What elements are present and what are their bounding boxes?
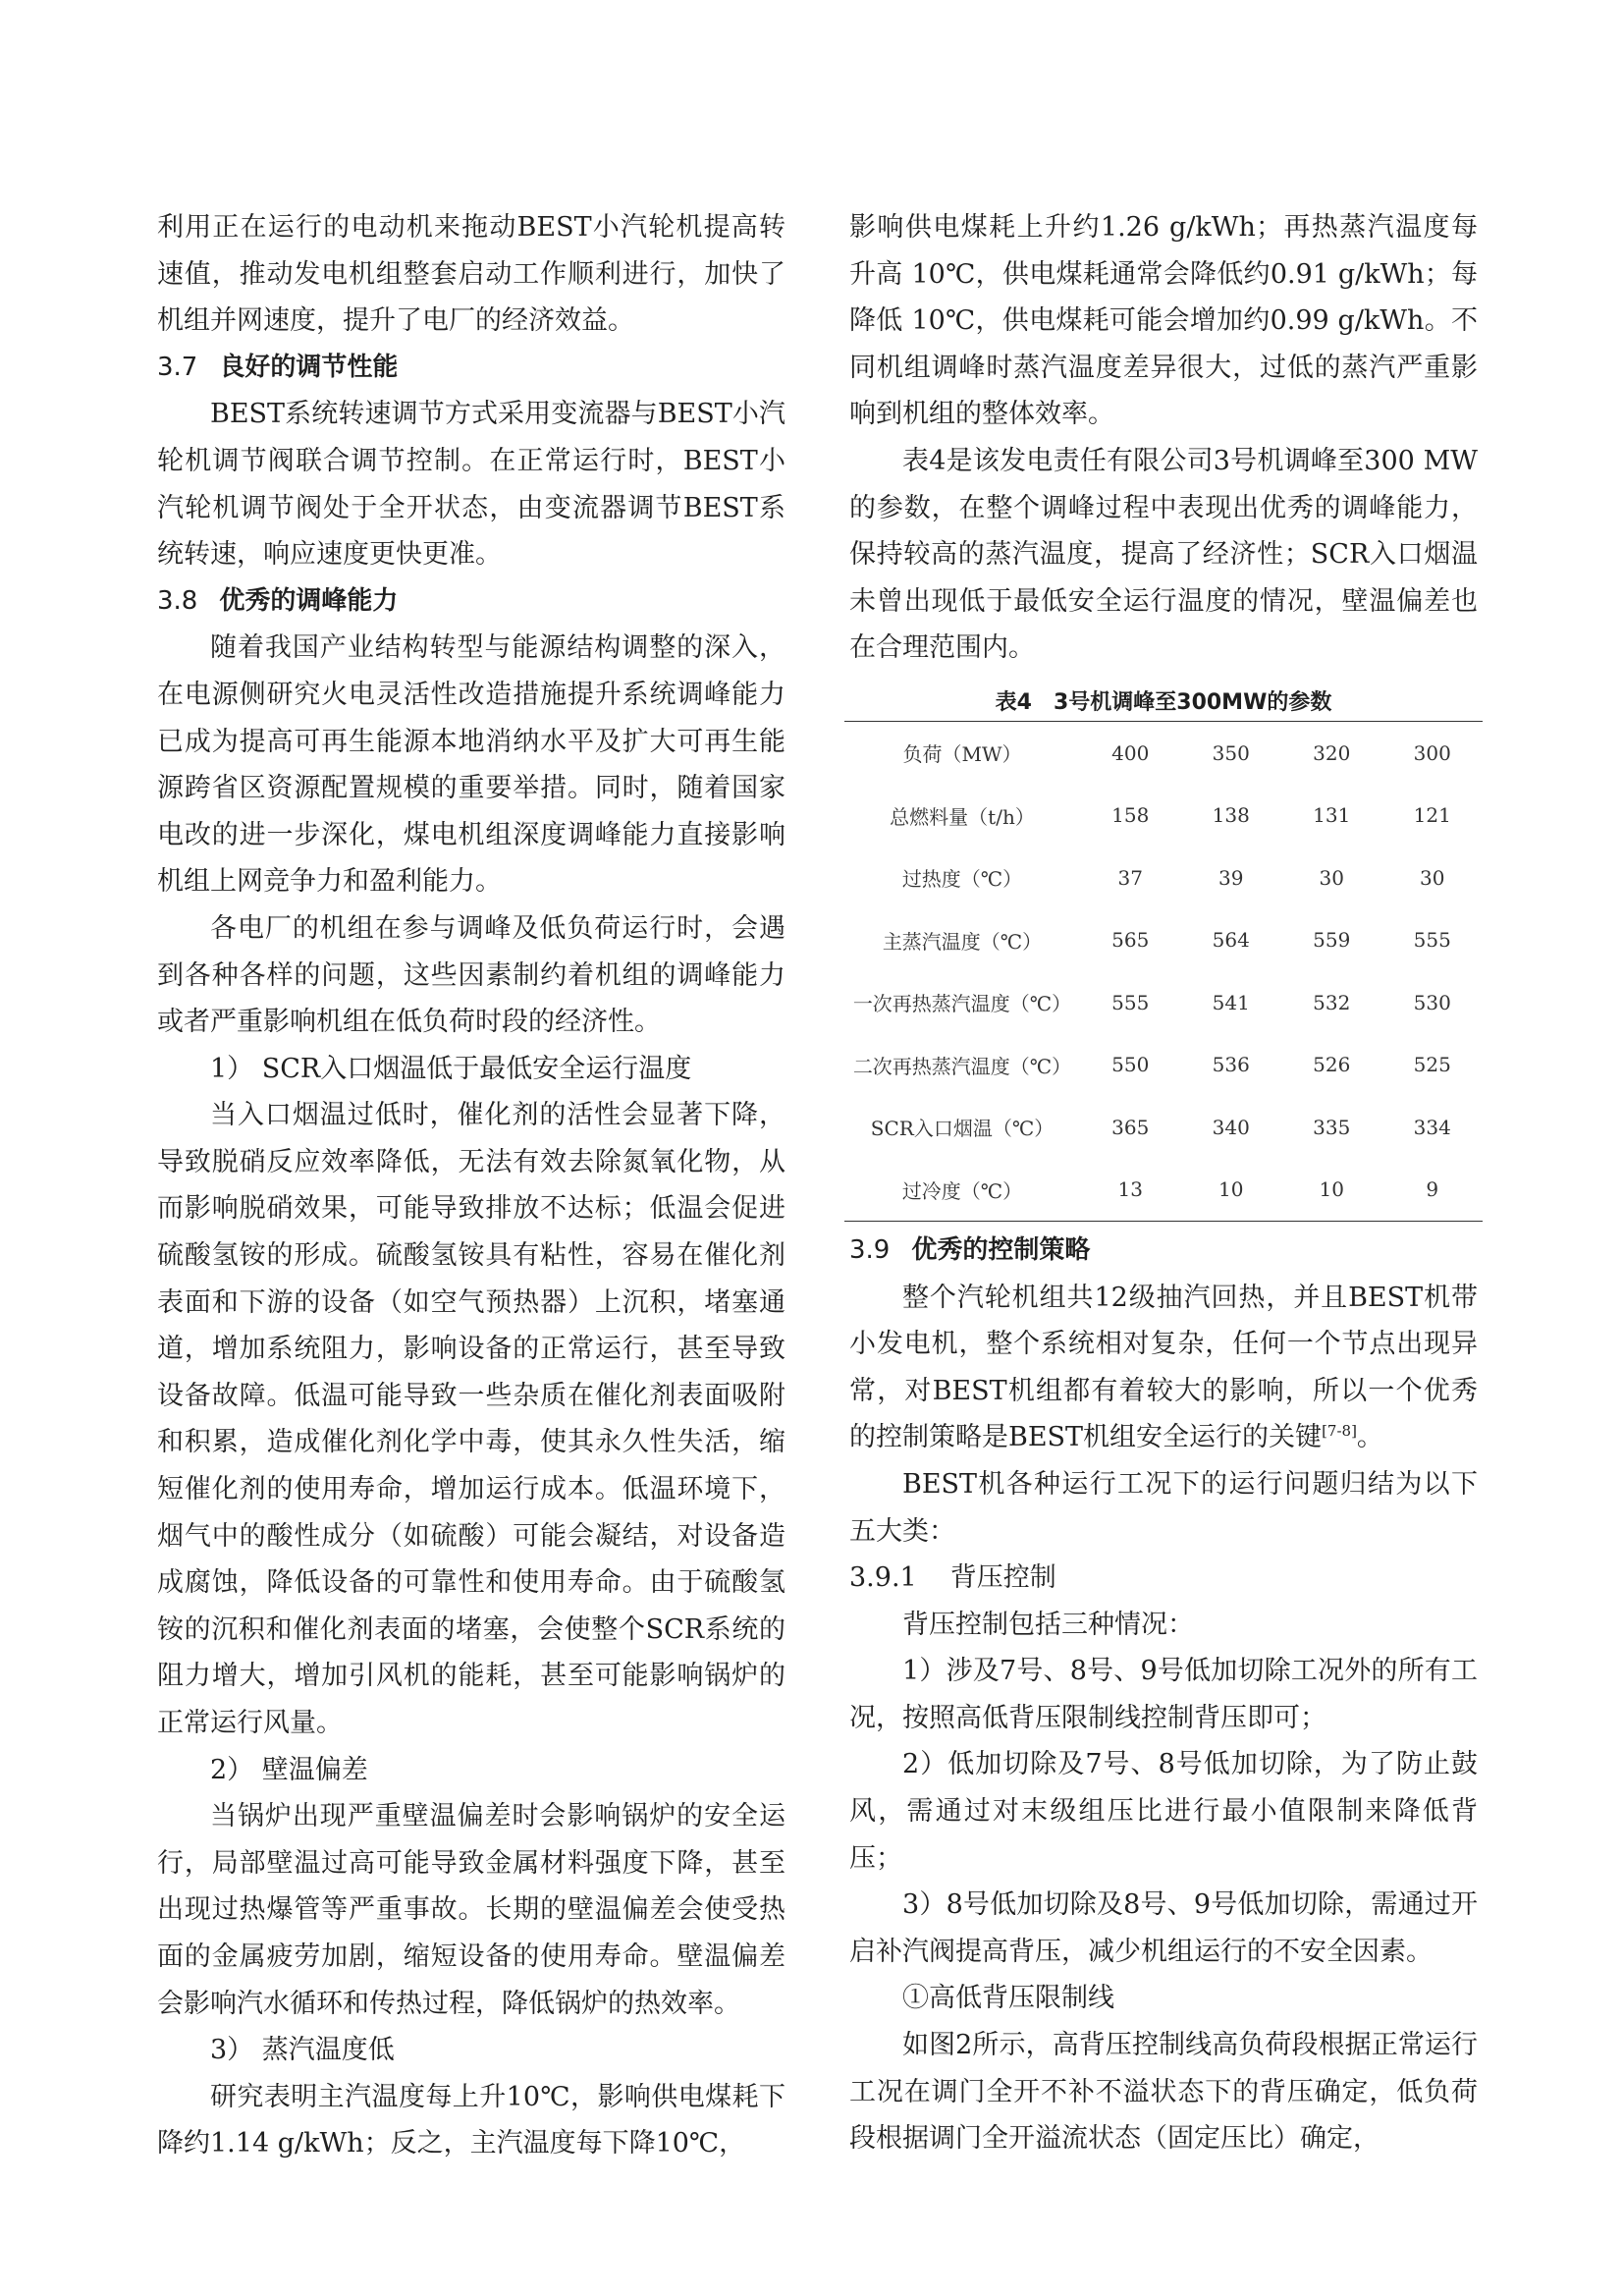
paragraph: 各电厂的机组在参与调峰及低负荷运行时，会遇到各种各样的问题，这些因素制约着机组的调峰能力或者严重影响机组在低负荷时段的经济性。 bbox=[157, 912, 785, 1038]
table-cell: 340 bbox=[1212, 1115, 1250, 1139]
paragraph: 2）低加切除及7号、8号低加切除，为了防止鼓风，需通过对末级组压比进行最小值限制来降低背压； bbox=[849, 1749, 1478, 1874]
table-row-label: SCR入口烟温（℃） bbox=[870, 1117, 1055, 1141]
paragraph: BEST系统转速调节方式采用变流器与BEST小汽轮机调节阀联合调节控制。在正常运行时，BEST小汽轮机调节阀处于全开状态，由变流器调节BEST系统转速，响应速度更快更准。 bbox=[157, 399, 785, 571]
left-column bbox=[157, 204, 785, 2167]
table-cell: 525 bbox=[1413, 1053, 1451, 1077]
table-cell: 138 bbox=[1212, 803, 1250, 828]
table-row bbox=[844, 908, 1483, 971]
paragraph: 如图2所示，高背压控制线高负荷段根据正常运行工况在调门全开不补不溢状态下的背压确定，低负荷段根据调门全开溢流状态（固定压比）确定， bbox=[849, 2030, 1478, 2155]
paragraph-text: 整个汽轮机组共12级抽汽回热，并且BEST机带小发电机，整个系统相对复杂，任何一个节点出现异常，对BEST机组都有着较大的影响，所以一个优秀的控制策略是BEST机组安全运行的关键 bbox=[849, 1282, 1478, 1453]
table-row-label: 总燃料量（t/h） bbox=[890, 804, 1035, 829]
table-cell: 555 bbox=[1413, 928, 1451, 953]
section-title: 优秀的控制策略 bbox=[911, 1234, 1091, 1265]
table-cell: 30 bbox=[1319, 865, 1344, 890]
section-heading-3-8 bbox=[157, 578, 785, 626]
table-cell: 158 bbox=[1111, 803, 1150, 828]
table-row bbox=[844, 784, 1483, 847]
paragraph: 表4是该发电责任有限公司3号机调峰至300 MW的参数，在整个调峰过程中表现出优秀的调峰能力，保持较高的蒸汽温度，提高了经济性；SCR入口烟温未曾出现低于最低安全运行温度的情况，壁温偏差也在合理范围内。 bbox=[849, 445, 1478, 664]
section-title: 良好的调节性能 bbox=[219, 352, 399, 382]
paragraph: 1）涉及7号、8号、9号低加切除工况外的所有工况，按照高低背压限制线控制背压即可； bbox=[849, 1656, 1478, 1733]
paragraph: 当入口烟温过低时，催化剂的活性会显著下降，导致脱硝反应效率降低，无法有效去除氮氧化物，从而影响脱硝效果，可能导致排放不达标；低温会促进硫酸氢铵的形成。硫酸氢铵具有粘性，容易在催化剂表面和下游的设备（如空气预热器）上沉积，堵塞通道，增加系统阻力，影响设备的正常运行，甚至导致设备故障。低温可能导致一些杂质在催化剂表面吸附和积累，造成催化剂化学中毒，使其永久性失活，缩短催化剂的使用寿命，增加运行成本。低温环境下，烟气中的酸性成分（如硫酸）可能会凝结，对设备造成腐蚀，降低设备的可靠性和使用寿命。由于硫酸氢铵的沉积和催化剂表面的堵塞，会使整个SCR系统的阻力增大，增加引风机的能耗，甚至可能影响锅炉的正常运行风量。 bbox=[157, 1100, 785, 1738]
table-cell: 9 bbox=[1426, 1177, 1439, 1202]
table-cell: 550 bbox=[1111, 1053, 1150, 1077]
table-cell: 350 bbox=[1212, 740, 1250, 765]
table-row bbox=[844, 1033, 1483, 1096]
paragraph: 当锅炉出现严重壁温偏差时会影响锅炉的安全运行，局部壁温过高可能导致金属材料强度下降，甚至出现过热爆管等严重事故。长期的壁温偏差会使受热面的金属疲劳加剧，缩短设备的使用寿命。壁温偏差会影响汽水循环和传热过程，降低锅炉的热效率。 bbox=[157, 1801, 785, 2019]
table-cell: 536 bbox=[1212, 1053, 1250, 1077]
subsection-title: 背压控制 bbox=[949, 1562, 1056, 1594]
section-number: 3.8 bbox=[157, 585, 198, 616]
table-row bbox=[844, 1096, 1483, 1159]
subsection-heading-3-9-1 bbox=[849, 1555, 1478, 1602]
table-cell: 37 bbox=[1117, 865, 1143, 890]
table-cell: 565 bbox=[1111, 928, 1150, 953]
paragraph bbox=[849, 1275, 1478, 1461]
paragraph-end: 。 bbox=[1356, 1422, 1383, 1453]
table-row-label: 主蒸汽温度（℃） bbox=[882, 929, 1043, 954]
paragraph: 3）8号低加切除及8号、9号低加切除，需通过开启补汽阀提高背压，减少机组运行的不安全因素。 bbox=[849, 1889, 1478, 1967]
table-row-label: 一次再热蒸汽温度（℃） bbox=[852, 992, 1072, 1016]
table-cell: 555 bbox=[1111, 990, 1150, 1014]
table-cell: 131 bbox=[1313, 803, 1351, 828]
table-cell: 526 bbox=[1313, 1053, 1351, 1077]
table-cell: 559 bbox=[1313, 928, 1351, 953]
table-cell: 334 bbox=[1413, 1115, 1451, 1139]
table-cell: 10 bbox=[1319, 1177, 1344, 1202]
section-number: 3.7 bbox=[157, 352, 198, 382]
table-cell: 121 bbox=[1413, 803, 1451, 828]
table-cell: 335 bbox=[1313, 1115, 1351, 1139]
table-cell: 564 bbox=[1212, 928, 1250, 953]
table-row-label: 过热度（℃） bbox=[901, 867, 1023, 892]
table-caption: 表4 3号机调峰至300MW的参数 bbox=[995, 689, 1332, 715]
section-heading-3-7 bbox=[157, 345, 785, 392]
table-cell: 10 bbox=[1218, 1177, 1244, 1202]
paragraph: 研究表明主汽温度每上升10℃，影响供电煤耗下降约1.14 g/kWh；反之，主汽温度每下降10℃， bbox=[157, 2081, 785, 2159]
section-title: 优秀的调峰能力 bbox=[219, 585, 399, 616]
table-cell: 530 bbox=[1413, 990, 1451, 1014]
table-cell: 532 bbox=[1313, 990, 1351, 1014]
paragraph: 背压控制包括三种情况： bbox=[902, 1609, 1194, 1640]
list-item-heading: 2） 壁温偏差 bbox=[210, 1754, 368, 1785]
table-cell: 13 bbox=[1117, 1177, 1143, 1202]
paragraph: 随着我国产业结构转型与能源结构调整的深入，在电源侧研究火电灵活性改造措施提升系统调峰能力已成为提高可再生能源本地消纳水平及扩大可再生能源跨省区资源配置规模的重要举措。同时，随着国家电改的进一步深化，煤电机组深度调峰能力直接影响机组上网竞争力和盈利能力。 bbox=[157, 632, 785, 898]
table-cell: 365 bbox=[1111, 1115, 1150, 1139]
paragraph: 利用正在运行的电动机来拖动BEST小汽轮机提高转速值，推动发电机组整套启动工作顺利进行，加快了机组并网速度，提升了电厂的经济效益。 bbox=[157, 212, 785, 337]
table-block bbox=[849, 685, 1478, 1222]
table-cell: 39 bbox=[1218, 865, 1244, 890]
parameter-table bbox=[844, 721, 1483, 1222]
list-item-heading: 1） SCR入口烟温低于最低安全运行温度 bbox=[210, 1053, 692, 1084]
table-row bbox=[844, 1158, 1483, 1221]
table-row-label: 二次再热蒸汽温度（℃） bbox=[852, 1054, 1072, 1078]
table-row bbox=[844, 721, 1483, 784]
sub-heading: ①高低背压限制线 bbox=[902, 1983, 1114, 2014]
list-item-heading: 3） 蒸汽温度低 bbox=[210, 2035, 395, 2066]
table-row bbox=[844, 971, 1483, 1034]
paragraph: 影响供电煤耗上升约1.26 g/kWh；再热蒸汽温度每升高 10℃，供电煤耗通常会降低约0.91 g/kWh；每降低 10℃，供电煤耗可能会增加约0.99 g/kWh。不同机组调峰时蒸汽温度差异很大，过低的蒸汽严重影响到机组的整体效率。 bbox=[849, 212, 1478, 430]
table-cell: 300 bbox=[1413, 740, 1451, 765]
citation-ref: [7-8] bbox=[1322, 1422, 1357, 1441]
table-cell: 541 bbox=[1212, 990, 1250, 1014]
table-cell: 30 bbox=[1420, 865, 1445, 890]
table-row-label: 负荷（MW） bbox=[902, 742, 1022, 767]
subsection-number: 3.9.1 bbox=[849, 1562, 917, 1594]
section-number: 3.9 bbox=[849, 1234, 891, 1265]
table-cell: 400 bbox=[1111, 740, 1150, 765]
table-row bbox=[844, 847, 1483, 909]
section-heading-3-9 bbox=[849, 1228, 1478, 1275]
paragraph: BEST机各种运行工况下的运行问题归结为以下五大类： bbox=[849, 1468, 1478, 1547]
table-row-label: 过冷度（℃） bbox=[901, 1178, 1023, 1203]
right-column bbox=[849, 204, 1478, 2162]
table-cell: 320 bbox=[1313, 740, 1351, 765]
